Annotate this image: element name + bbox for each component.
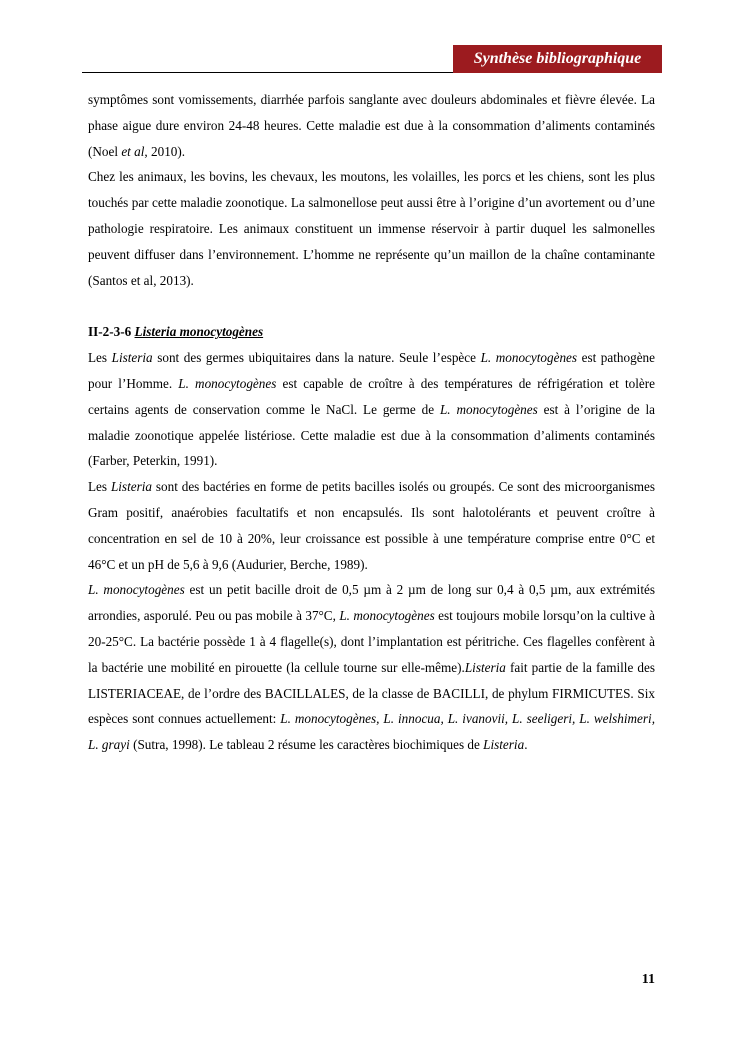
paragraph-listeria-morphology: Les Listeria sont des bactéries en forme de petits bacilles isolés ou groupés. Ce sont des microorganismes Gram positif, anaérobies facultatifs et non encapsulés. Ils sont halotolérants et peuvent croître à concentration en sel de 10 à 20%, leur croissance est possible à une température comprise entre 0°C et 46°C et un pH de 5,6 à 9,6 (Audurier, Berche, 1989). [88, 479, 655, 572]
page-number: 11 [641, 972, 655, 987]
paragraph-listeria-intro: Les Listeria sont des germes ubiquitaires dans la nature. Seule l’espèce L. monocytogènes est pathogène pour l’Homme. L. monocytogènes est capable de croître à des températures de réfrigération et tolère certains agents de conservation comme le NaCl. Le germe de L. monocytogènes est à l’origine de la maladie zoonotique appelée listériose. Cette maladie est due à la consommation d’aliments contaminés (Farber, Peterkin, 1991). [88, 350, 656, 469]
paragraph-listeria-description: L. monocytogènes est un petit bacille droit de 0,5 µm à 2 µm de long sur 0,4 à 0,5 µm, aux extrémités arrondies, asporulé. Peu ou pas mobile à 37°C, L. monocytogènes est toujours mobile lorsqu’on la cultive à 20-25°C. La bactérie possède 1 à 4 flagelle(s), dont l’implantation est péritriche. Ces flagelles confèrent à la bactérie une mobilité en pirouette (la cellule tourne sur elle-même).Listeria fait partie de la famille des LISTERIACEAE, de l’ordre des BACILLALES, de la classe de BACILLI, de phylum FIRMICUTES. Six espèces sont connues actuellement: L. monocytogènes, L. innocua, L. ivanovii, L. seeligeri, L. welshimeri, L. grayi (Sutra, 1998). Le tableau 2 résume les caractères biochimiques de Listeria. [88, 582, 656, 753]
section-header-label: Synthèse bibliographique [453, 45, 662, 73]
paragraph-salmonella-symptoms: symptômes sont vomissements, diarrhée parfois sanglante avec douleurs abdominales et fièvre élevée. La phase aigue dure environ 24-48 heures. Cette maladie est due à la consommation d’aliments contaminés (Noel et al, 2010). [88, 92, 655, 159]
paragraph-salmonella-animals: Chez les animaux, les bovins, les chevaux, les moutons, les volailles, les porcs et les chiens, sont les plus touchés par cette maladie zoonotique. La salmonellose peut aussi être à l’origine d’un avortement ou d’une pathologie respiratoire. Les animaux constituent un immense réservoir à partir duquel les salmonelles peuvent diffuser dans l’environnement. L’homme ne représente qu’un maillon de la chaîne contaminante (Santos et al, 2013). [88, 169, 655, 288]
page-body [88, 87, 655, 758]
section-heading: II-2-3-6 Listeria monocytogènes [88, 324, 264, 340]
